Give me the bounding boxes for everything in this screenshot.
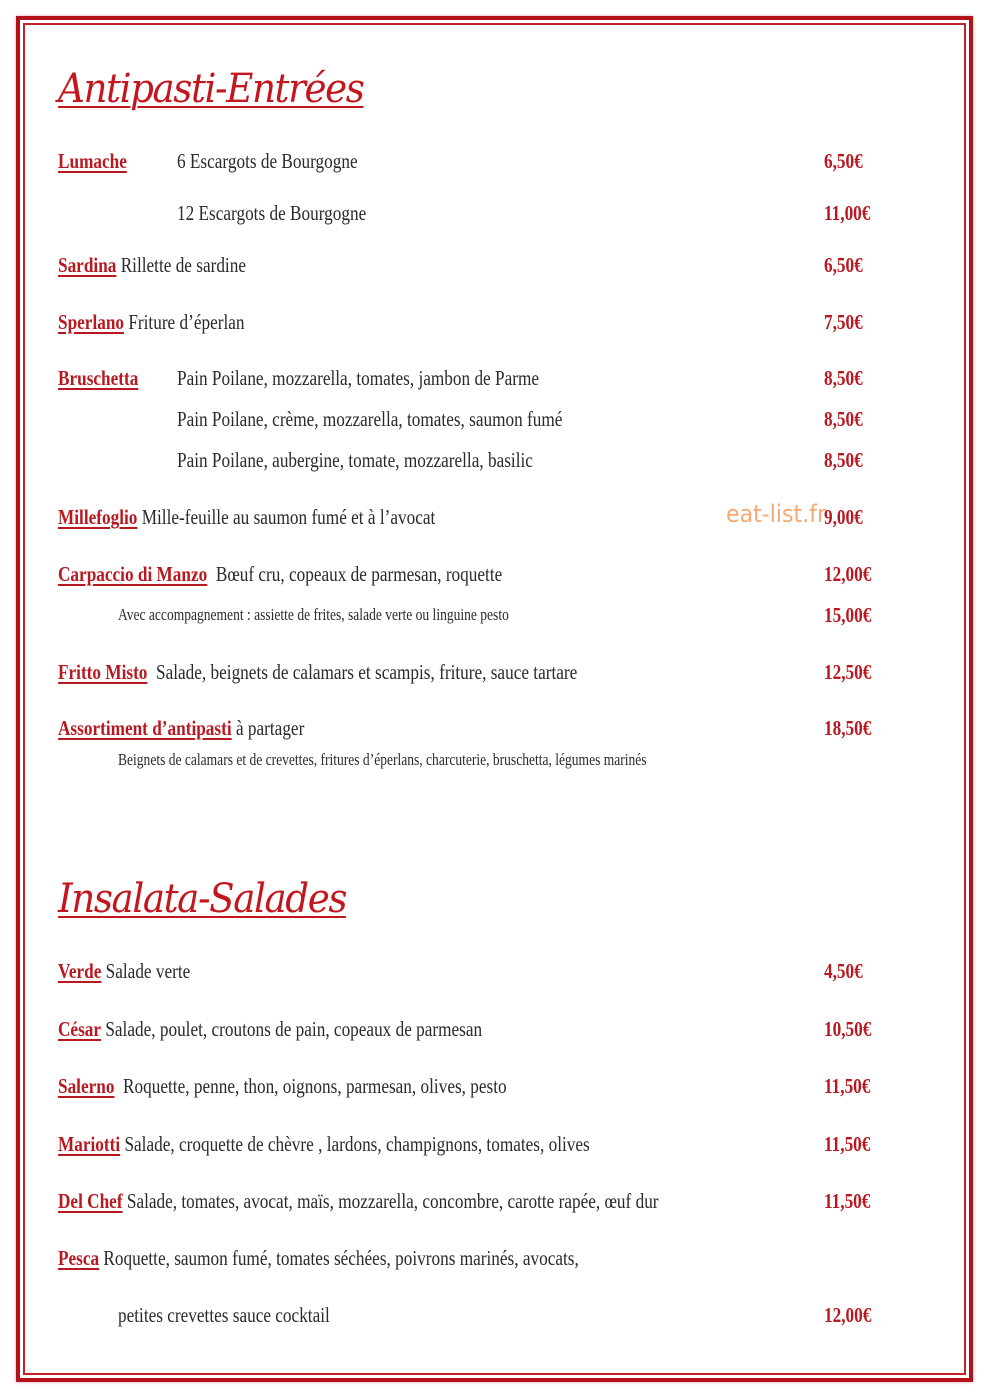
dish-name: Pesca xyxy=(58,1246,100,1270)
menu-item-bruschetta xyxy=(0,362,989,394)
dish-description: Roquette, penne, thon, oignons, parmesan, olives, pesto xyxy=(123,1074,507,1098)
menu-item-cesar xyxy=(0,1013,989,1045)
menu-item-verde xyxy=(0,955,989,987)
dish-price: 11,50€ xyxy=(824,1132,871,1156)
menu-item-mariotti xyxy=(0,1128,989,1160)
dish-name: César xyxy=(58,1017,102,1041)
dish-price: 15,00€ xyxy=(824,603,872,627)
menu-item-bruschetta-saumon xyxy=(0,403,989,435)
menu-item-millefoglio xyxy=(0,501,989,533)
dish-price: 9,00€ xyxy=(824,505,863,529)
dish-description: Pain Poilane, aubergine, tomate, mozzarella, basilic xyxy=(177,448,533,472)
dish-price: 7,50€ xyxy=(824,310,863,334)
dish-price: 6,50€ xyxy=(824,149,863,173)
dish-description: Rillette de sardine xyxy=(120,253,246,277)
menu-item-salerno xyxy=(0,1070,989,1102)
dish-description: Beignets de calamars et de crevettes, fritures d’éperlans, charcuterie, bruschetta, légumes marinés xyxy=(118,750,647,769)
dish-price: 10,50€ xyxy=(824,1017,872,1041)
menu-item-pesca xyxy=(0,1242,989,1274)
dish-description: Salade verte xyxy=(105,959,191,983)
dish-description: Salade, poulet, croutons de pain, copeaux de parmesan xyxy=(105,1017,483,1041)
menu-item-sperlano xyxy=(0,306,989,338)
dish-name: Lumache xyxy=(58,149,127,173)
dish-name: Del Chef xyxy=(58,1189,123,1213)
dish-price: 6,50€ xyxy=(824,253,863,277)
menu-item-sardina xyxy=(0,249,989,281)
watermark: eat-list.fr xyxy=(726,500,827,528)
dish-name: Salerno xyxy=(58,1074,115,1098)
dish-price: 8,50€ xyxy=(824,407,863,431)
dish-name: Mariotti xyxy=(58,1132,121,1156)
dish-description: Friture d’éperlan xyxy=(128,310,245,334)
dish-description: Pain Poilane, mozzarella, tomates, jambon de Parme xyxy=(177,366,539,390)
dish-description: Avec accompagnement : assiette de frites, salade verte ou linguine pesto xyxy=(118,605,509,624)
dish-description: Pain Poilane, crème, mozzarella, tomates, saumon fumé xyxy=(177,407,563,431)
dish-name: Sardina xyxy=(58,253,117,277)
dish-description: 6 Escargots de Bourgogne xyxy=(177,149,358,173)
menu-item-del-chef xyxy=(0,1185,989,1217)
menu-item-carpaccio-accompagnement xyxy=(0,602,989,628)
dish-name: Fritto Misto xyxy=(58,660,148,684)
dish-description: Salade, tomates, avocat, maïs, mozzarella, concombre, carotte rapée, œuf dur xyxy=(126,1189,659,1213)
dish-name: Bruschetta xyxy=(58,366,139,390)
menu-item-lumache xyxy=(0,145,989,177)
menu-item-pesca-suite xyxy=(0,1299,989,1331)
dish-name: Assortiment d’antipasti xyxy=(58,716,232,740)
menu-item-bruschetta-aubergine xyxy=(0,444,989,476)
menu-item-fritto-misto xyxy=(0,656,989,688)
antipasti-section-title: Antipasti-Entrées xyxy=(58,66,364,112)
dish-description: 12 Escargots de Bourgogne xyxy=(177,201,367,225)
dish-price: 4,50€ xyxy=(824,959,863,983)
dish-description: à partager xyxy=(235,716,305,740)
insalata-section-title: Insalata-Salades xyxy=(58,876,347,922)
dish-price: 8,50€ xyxy=(824,366,863,390)
dish-price: 11,50€ xyxy=(824,1189,871,1213)
dish-name: Millefoglio xyxy=(58,505,138,529)
dish-price: 18,50€ xyxy=(824,716,872,740)
dish-description: Bœuf cru, copeaux de parmesan, roquette xyxy=(215,562,503,586)
menu-item-assortiment xyxy=(0,712,989,744)
dish-name: Carpaccio di Manzo xyxy=(58,562,208,586)
dish-price: 12,00€ xyxy=(824,1303,872,1327)
dish-price: 12,50€ xyxy=(824,660,872,684)
dish-description: Roquette, saumon fumé, tomates séchées, poivrons marinés, avocats, xyxy=(103,1246,579,1270)
dish-price: 12,00€ xyxy=(824,562,872,586)
dish-price: 11,50€ xyxy=(824,1074,871,1098)
dish-name: Verde xyxy=(58,959,102,983)
dish-description: Salade, beignets de calamars et scampis, friture, sauce tartare xyxy=(156,660,578,684)
menu-item-lumache-12 xyxy=(0,197,989,229)
menu-item-assortiment-details xyxy=(0,747,989,773)
dish-price: 8,50€ xyxy=(824,448,863,472)
dish-description: Salade, croquette de chèvre , lardons, champignons, tomates, olives xyxy=(124,1132,590,1156)
dish-name: Sperlano xyxy=(58,310,125,334)
dish-price: 11,00€ xyxy=(824,201,871,225)
dish-description: petites crevettes sauce cocktail xyxy=(118,1303,330,1327)
dish-description: Mille-feuille au saumon fumé et à l’avocat xyxy=(141,505,436,529)
menu-item-carpaccio xyxy=(0,558,989,590)
